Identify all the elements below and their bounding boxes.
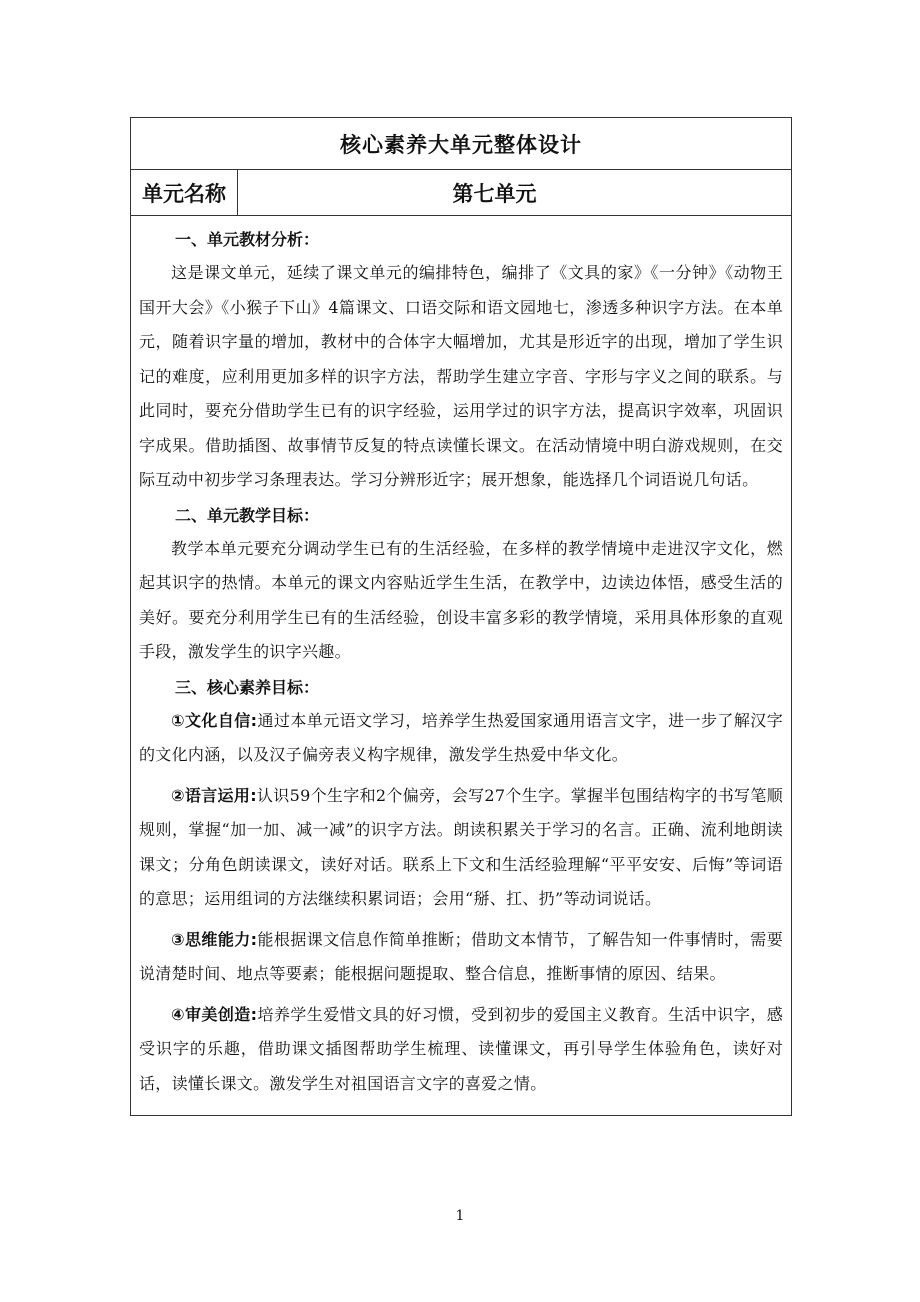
goal-text: 能根据课文信息作简单推断；借助文本情节，了解告知一件事情时，需要说清楚时间、地点等要素；能根据问题提取、整合信息，推断事情的原因、结果。 [139, 929, 783, 983]
table-title: 核心素养大单元整体设计 [131, 118, 791, 170]
unit-name-label: 单元名称 [131, 170, 238, 215]
objectives-paragraph: 教学本单元要充分调动学生已有的生活经验，在多样的教学情境中走进汉字文化，燃起其识字的热情。本单元的课文内容贴近学生生活，在教学中，边读边体悟，感受生活的美好。要充分利用学生已有的生活经验，创设丰富多彩的教学情境，采用具体形象的直观手段，激发学生的识字兴趣。 [139, 538, 783, 661]
goal-label: ②语言运用: [171, 785, 257, 805]
design-table [130, 117, 792, 1116]
goal-thinking-ability [139, 923, 783, 992]
analysis-paragraph: 这是课文单元，延续了课文单元的编排特色，编排了《文具的家》《一分钟》《动物王国开大会》《小猴子下山》4篇课文、口语交际和语文园地七，渗透多种识字方法。在本单元，随着识字量的增加，教材中的合体字大幅增加，尤其是形近字的出现，增加了学生识记的难度，应利用更加多样的识字方法，帮助学生建立字音、字形与字义之间的联系。与此同时，要充分借助学生已有的识字经验，运用学过的识字方法，提高识字效率，巩固识字成果。借助插图、故事情节反复的特点读懂长课文。在活动情境中明白游戏规则，在交际互动中初步学习条理表达。学习分辨形近字；展开想象，能选择几个词语说几句话。 [139, 263, 783, 489]
unit-name-row [131, 170, 791, 216]
goal-cultural-confidence [139, 704, 783, 773]
goal-text: 通过本单元语文学习，培养学生热爱国家通用语言文字，进一步了解汉字的文化内涵，以及汉子偏旁表义构字规律，激发学生热爱中华文化。 [139, 710, 783, 764]
section-heading-objectives: 二、单元教学目标： [175, 505, 320, 525]
goal-text: 培养学生爱惜文具的好习惯，受到初步的爱国主义教育。生活中识字，感受识字的乐趣，借助课文插图帮助学生梳理、读懂课文，再引导学生体验角色，读好对话，读懂长课文。激发学生对祖国语言文字的喜爱之情。 [139, 1004, 783, 1093]
goal-label: ①文化自信: [171, 710, 258, 730]
section-heading-analysis: 一、单元教材分析： [175, 230, 320, 249]
content-cell [131, 216, 791, 1115]
unit-name-value: 第七单元 [452, 181, 537, 206]
section-heading-core-literacy: 三、核心素养目标： [175, 677, 320, 697]
page-number: 1 [455, 1208, 465, 1224]
goal-label: ③思维能力: [171, 929, 258, 949]
goal-language-use [139, 779, 783, 917]
goal-aesthetic-creation [139, 998, 783, 1102]
goal-text: 认识59个生字和2个偏旁，会写27个生字。掌握半包围结构字的书写笔顺规则，掌握“加一加、减一减”的识字方法。朗读积累关于学习的名言。正确、流利地朗读课文；分角色朗读课文，读好对话。联系上下文和生活经验理解“平平安安、后悔”等词语的意思；运用组词的方法继续积累词语；会用“掰、扛、扔”等动词说话。 [139, 785, 783, 908]
goal-label: ④审美创造: [171, 1004, 258, 1024]
